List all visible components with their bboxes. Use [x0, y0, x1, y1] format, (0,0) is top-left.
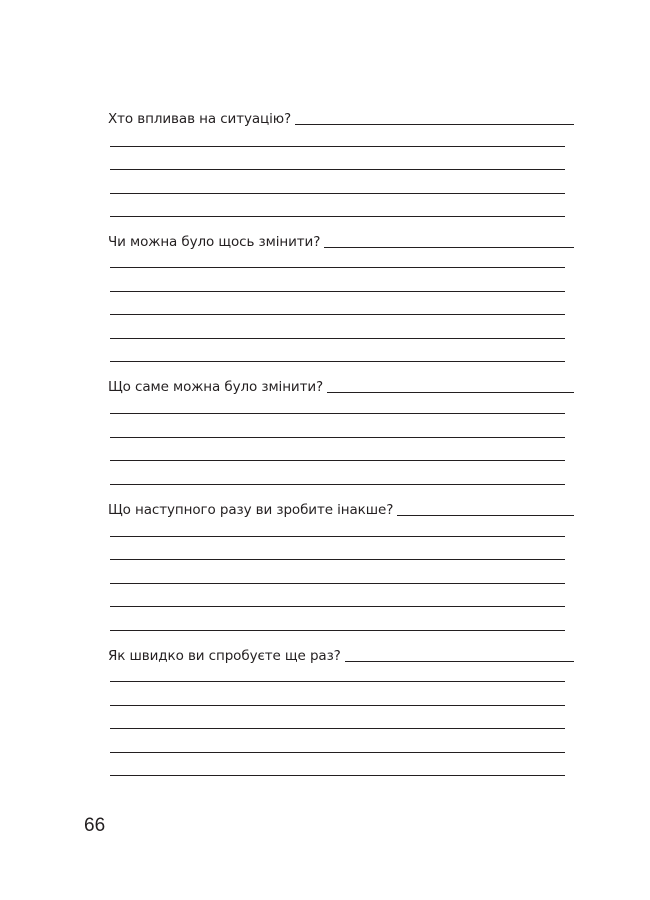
answer-line[interactable]: [110, 705, 565, 706]
question-answer-line[interactable]: [345, 661, 574, 662]
answer-line[interactable]: [110, 583, 565, 584]
answer-line[interactable]: [110, 169, 565, 170]
answer-line[interactable]: [110, 361, 565, 362]
question-answer-line[interactable]: [397, 515, 574, 516]
question-answer-line[interactable]: [324, 247, 574, 248]
answer-line[interactable]: [110, 146, 565, 147]
answer-line[interactable]: [110, 630, 565, 631]
answer-line[interactable]: [110, 559, 565, 560]
question-answer-line[interactable]: [295, 124, 574, 125]
answer-line[interactable]: [110, 413, 565, 414]
question-label: Що наступного разу ви зробите інакше?: [108, 502, 394, 518]
answer-line[interactable]: [110, 267, 565, 268]
answer-line[interactable]: [110, 752, 565, 753]
question-label: Як швидко ви спробуєте ще раз?: [108, 648, 341, 664]
answer-line[interactable]: [110, 460, 565, 461]
answer-line[interactable]: [110, 484, 565, 485]
question-row-5: [108, 647, 574, 663]
question-row-2: [108, 233, 574, 249]
answer-line[interactable]: [110, 216, 565, 217]
answer-line[interactable]: [110, 775, 565, 776]
answer-line[interactable]: [110, 437, 565, 438]
answer-line[interactable]: [110, 193, 565, 194]
answer-line[interactable]: [110, 338, 565, 339]
question-row-3: [108, 378, 574, 394]
answer-line[interactable]: [110, 728, 565, 729]
question-row-1: [108, 110, 574, 126]
answer-line[interactable]: [110, 291, 565, 292]
answer-line[interactable]: [110, 536, 565, 537]
question-label: Хто впливав на ситуацію?: [108, 111, 292, 127]
question-label: Що саме можна було змінити?: [108, 379, 324, 395]
answer-line[interactable]: [110, 681, 565, 682]
answer-line[interactable]: [110, 606, 565, 607]
page-number: 66: [84, 815, 106, 836]
question-row-4: [108, 501, 574, 517]
answer-line[interactable]: [110, 314, 565, 315]
question-label: Чи можна було щось змінити?: [108, 234, 321, 250]
question-answer-line[interactable]: [327, 392, 574, 393]
